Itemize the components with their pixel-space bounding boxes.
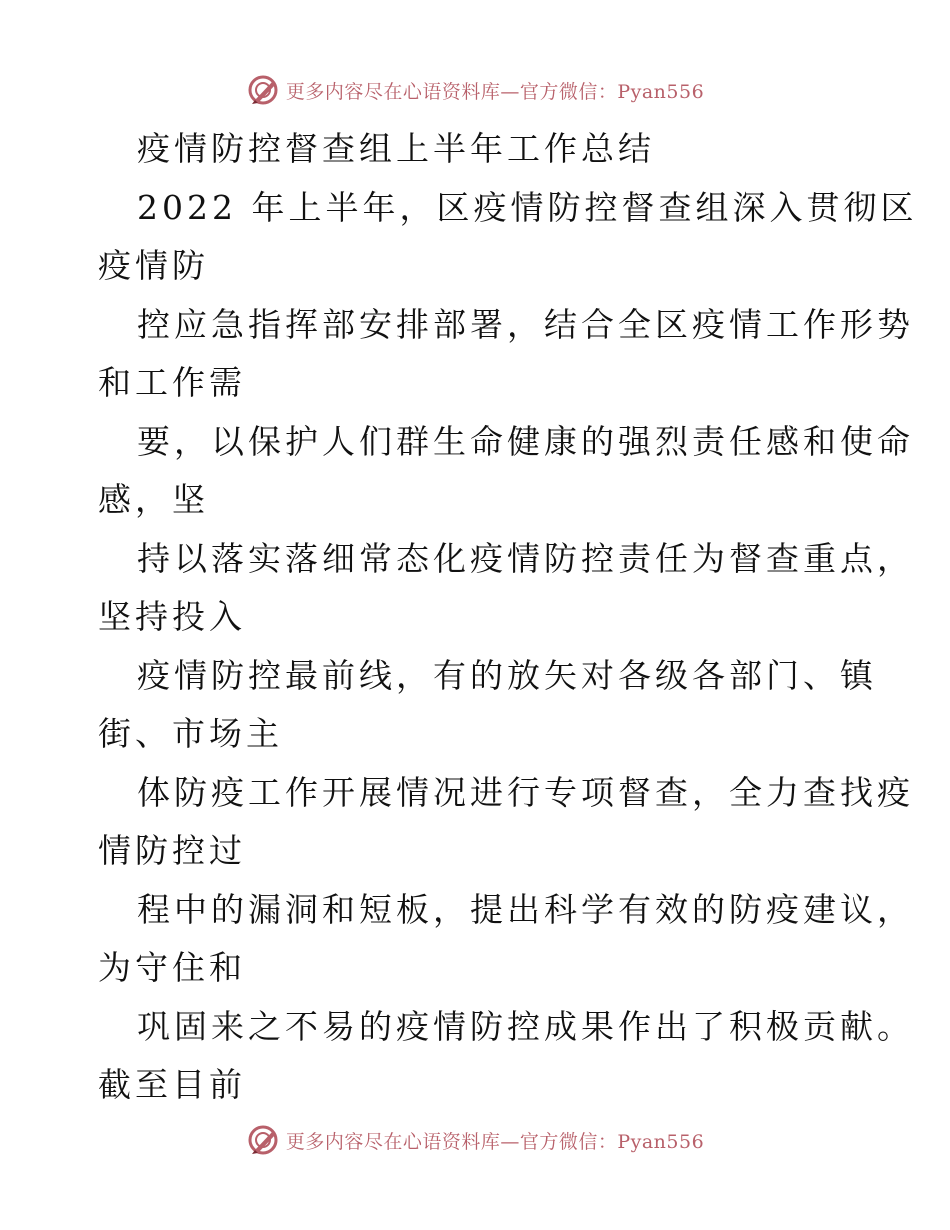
paragraph-line: 情防控过 (98, 831, 246, 870)
paragraph-line: 坚持投入 (98, 597, 246, 636)
paragraph-line: 程中的漏洞和短板，提出科学有效的防疫建议， (137, 889, 914, 929)
header-watermark (0, 70, 950, 110)
document-title: 疫情防控督查组上半年工作总结 (137, 129, 655, 168)
paragraph-line: 感，坚 (98, 480, 209, 519)
footer-watermark (0, 1120, 950, 1160)
paragraph-line: 持以落实落细常态化疫情防控责任为督查重点， (137, 538, 914, 578)
paragraph-line: 要，以保护人们群生命健康的强烈责任感和使命 (137, 421, 914, 461)
paragraph-line: 2022 年上半年，区疫情防控督查组深入贯彻区 (137, 187, 918, 227)
paragraph-line: 为守住和 (98, 948, 246, 987)
watermark-text: 更多内容尽在心语资料库—官方微信：Pyan556 (285, 80, 705, 103)
paragraph-line: 疫情防控最前线，有的放矢对各级各部门、镇 (137, 655, 877, 695)
pen-logo-icon (246, 1123, 280, 1157)
paragraph-line: 街、市场主 (98, 714, 283, 753)
paragraph-line: 巩固来之不易的疫情防控成果作出了积极贡献。 (137, 1006, 914, 1046)
paragraph-line: 疫情防 (98, 246, 209, 285)
paragraph-line: 控应急指挥部安排部署，结合全区疫情工作形势 (137, 304, 914, 344)
paragraph-line: 截至目前 (98, 1065, 246, 1104)
watermark-text: 更多内容尽在心语资料库—官方微信：Pyan556 (285, 1130, 705, 1153)
paragraph-line: 和工作需 (98, 363, 246, 402)
pen-logo-icon (246, 73, 280, 107)
paragraph-line: 体防疫工作开展情况进行专项督查，全力查找疫 (137, 772, 914, 812)
document-body (98, 120, 918, 1115)
